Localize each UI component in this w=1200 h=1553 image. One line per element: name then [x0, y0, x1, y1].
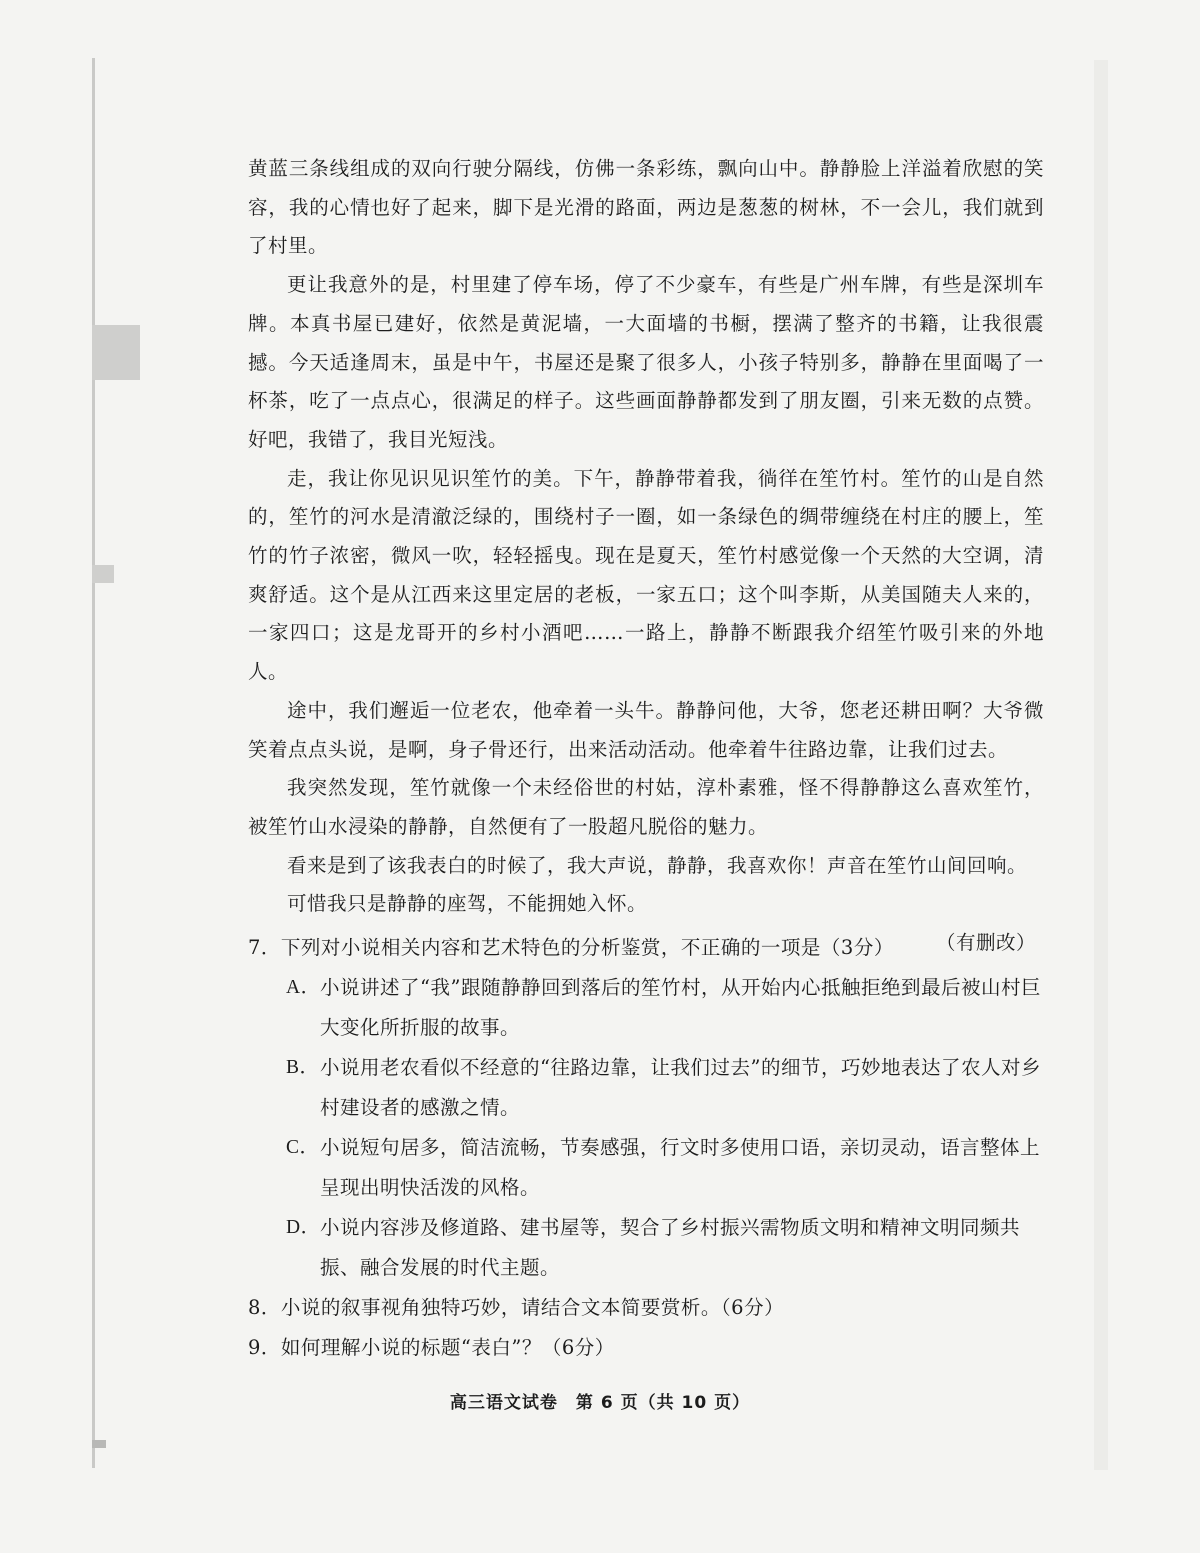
story-paragraph-1: 黄蓝三条线组成的双向行驶分隔线，仿佛一条彩练，飘向山中。静静脸上洋溢着欣慰的笑容，我的心情也好了起来，脚下是光滑的路面，两边是葱葱的树林，不一会儿，我们就到了村里。	[248, 157, 1044, 258]
story-paragraph-4: 途中，我们邂逅一位老农，他牵着一头牛。静静问他，大爷，您老还耕田啊？大爷微笑着点点头说，是啊，身子骨还行，出来活动活动。他牵着牛往路边靠，让我们过去。	[248, 698, 1044, 761]
option-letter: A．	[286, 977, 321, 998]
scan-smudge	[92, 1440, 106, 1448]
questions-section	[248, 928, 1044, 1368]
scan-smudge	[92, 325, 140, 380]
option-letter: C．	[286, 1137, 320, 1158]
question-7-option-a	[286, 968, 1044, 1048]
story-paragraph-2: 更让我意外的是，村里建了停车场，停了不少豪车，有些是广州车牌，有些是深圳车牌。本真书屋已建好，依然是黄泥墙，一大面墙的书橱，摆满了整齐的书籍，让我很震撼。今天适逢周末，虽是中午，书屋还是聚了很多人，小孩子特别多，静静在里面喝了一杯茶，吃了一点点心，很满足的样子。这些画面静静都发到了朋友圈，引来无数的点赞。好吧，我错了，我目光短浅。	[248, 273, 1044, 451]
scan-smudge	[92, 565, 114, 583]
scan-page-edge	[92, 58, 95, 1468]
option-letter: D．	[286, 1217, 321, 1238]
question-7-option-c	[286, 1128, 1044, 1208]
option-letter: B．	[286, 1057, 320, 1078]
question-9: 9．如何理解小说的标题“表白”？（6分）	[248, 1336, 615, 1359]
story-paragraph-5: 我突然发现，笙竹就像一个未经俗世的村姑，淳朴素雅，怪不得静静这么喜欢笙竹，被笙竹山水浸染的静静，自然便有了一股超凡脱俗的魅力。	[248, 776, 1044, 838]
option-text: 小说内容涉及修道路、建书屋等，契合了乡村振兴需物质文明和精神文明同频共振、融合发展的时代主题。	[320, 1216, 1021, 1279]
option-text: 小说用老农看似不经意的“往路边靠，让我们过去”的细节，巧妙地表达了农人对乡村建设者的感激之情。	[320, 1056, 1041, 1119]
question-7-stem: 7．下列对小说相关内容和艺术特色的分析鉴赏，不正确的一项是（3分）	[248, 936, 894, 959]
story-paragraph-7: 可惜我只是静静的座驾，不能拥她入怀。	[287, 892, 648, 916]
edit-credit: （有删改）	[935, 931, 1036, 955]
question-8: 8．小说的叙事视角独特巧妙，请结合文本简要赏析。（6分）	[248, 1296, 785, 1319]
page-footer: 高三语文试卷 第 6 页（共 10 页）	[449, 1393, 751, 1413]
story-paragraph-3: 走，我让你见识见识笙竹的美。下午，静静带着我，徜徉在笙竹村。笙竹的山是自然的，笙竹的河水是清澈泛绿的，围绕村子一圈，如一条绿色的绸带缠绕在村庄的腰上，笙竹的竹子浓密，微风一吹，轻轻摇曳。现在是夏天，笙竹村感觉像一个天然的大空调，清爽舒适。这个是从江西来这里定居的老板，一家五口；这个叫李斯，从美国随夫人来的，一家四口；这是龙哥开的乡村小酒吧……一路上，静静不断跟我介绍笙竹吸引来的外地人。	[248, 466, 1044, 684]
option-text: 小说短句居多，简洁流畅，节奏感强，行文时多使用口语，亲切灵动，语言整体上呈现出明快活泼的风格。	[320, 1136, 1041, 1199]
story-paragraph-6: 看来是到了该我表白的时候了，我大声说，静静，我喜欢你！声音在笙竹山间回响。	[287, 853, 1028, 877]
scan-page-shadow	[1094, 60, 1108, 1470]
story-text	[248, 150, 1044, 963]
question-7-option-d	[286, 1208, 1044, 1288]
question-7-option-b	[286, 1048, 1044, 1128]
option-text: 小说讲述了“我”跟随静静回到落后的笙竹村，从开始内心抵触拒绝到最后被山村巨大变化所折服的故事。	[320, 976, 1041, 1039]
